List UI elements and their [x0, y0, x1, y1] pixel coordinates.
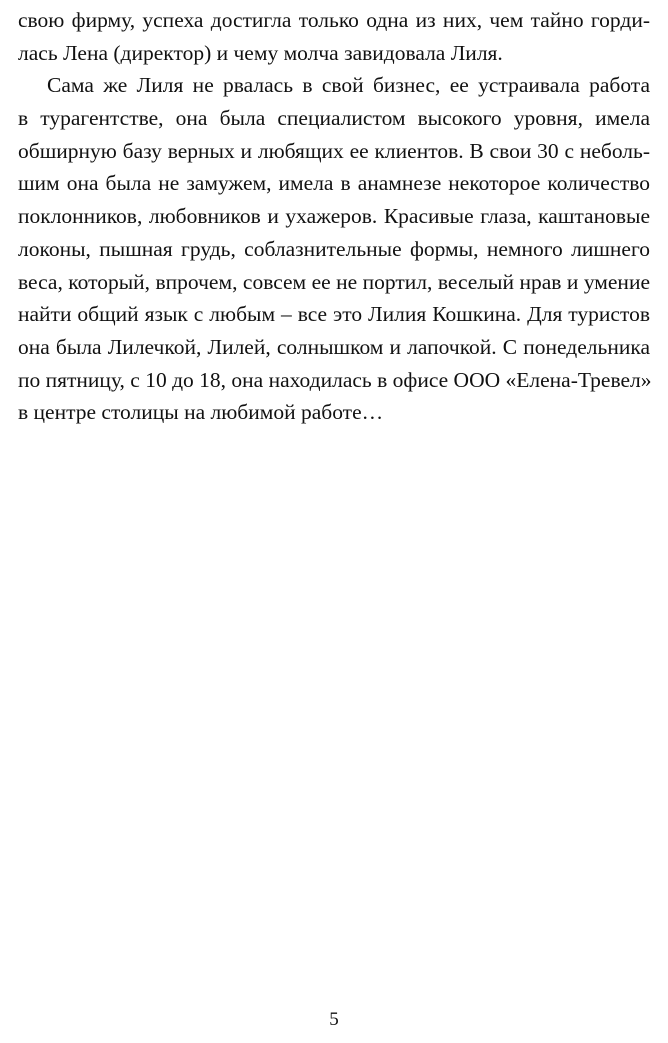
- text-line: локоны, пышная грудь, соблазнительные формы, немного лишнего: [18, 236, 650, 261]
- text-line: она была Лилечкой, Лилей, солнышком и лапочкой. С понедельника: [18, 334, 650, 359]
- text-line: найти общий язык с любым – все это Лилия Кошкина. Для туристов: [18, 302, 650, 327]
- text-line: поклонников, любовников и ухажеров. Красивые глаза, каштановые: [18, 204, 650, 229]
- text-line: в центре столицы на любимой работе…: [18, 400, 384, 425]
- text-line: шим она была не замужем, имела в анамнезе некоторое количество: [18, 171, 650, 196]
- paragraph-main: [18, 69, 650, 429]
- text-line: свою фирму, успеха достигла только одна из них, чем тайно горди-: [18, 8, 650, 32]
- page-number: 5: [329, 1009, 339, 1030]
- text-line: в турагентстве, она была специалистом высокого уровня, имела: [18, 106, 650, 131]
- text-line: Сама же Лиля не рвалась в свой бизнес, ее устраивала работа: [47, 73, 650, 98]
- text-line: веса, который, впрочем, совсем ее не портил, веселый нрав и умение: [18, 269, 650, 294]
- body-text: [18, 4, 650, 429]
- text-line: по пятницу, с 10 до 18, она находилась в офисе ООО «Елена-Тревел»: [18, 367, 652, 392]
- paragraph-continued: [18, 4, 650, 69]
- text-line: обширную базу верных и любящих ее клиентов. В свои 30 с неболь-: [18, 138, 650, 163]
- book-page: [18, 0, 650, 1043]
- text-line: лась Лена (директор) и чему молча завидовала Лиля.: [18, 40, 503, 65]
